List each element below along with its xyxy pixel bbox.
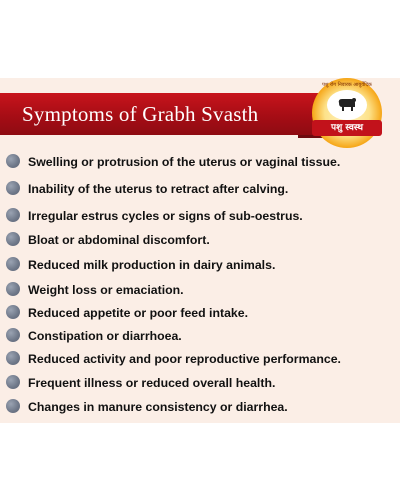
bullet-icon [6, 328, 20, 342]
bullet-icon [6, 305, 20, 319]
symptom-text: Reduced appetite or poor feed intake. [28, 306, 249, 320]
symptom-text: Reduced activity and poor reproductive performance. [28, 352, 341, 366]
symptom-text: Changes in manure consistency or diarrhea. [28, 400, 288, 414]
bullet-icon [6, 208, 20, 222]
bullet-icon [6, 282, 20, 296]
symptom-text: Constipation or diarrhoea. [28, 329, 182, 343]
symptom-text: Inability of the uterus to retract after calving. [28, 182, 289, 196]
list-item [0, 325, 400, 347]
list-item [0, 178, 400, 200]
list-item [0, 229, 400, 251]
list-item [0, 254, 400, 276]
symptom-text: Irregular estrus cycles or signs of sub-oestrus. [28, 209, 303, 223]
bullet-icon [6, 232, 20, 246]
symptom-text: Bloat or abdominal discomfort. [28, 233, 210, 247]
bullet-icon [6, 375, 20, 389]
list-item [0, 279, 400, 301]
list-item [0, 151, 400, 173]
symptom-text: Frequent illness or reduced overall health. [28, 376, 276, 390]
symptom-text: Swelling or protrusion of the uterus or vaginal tissue. [28, 155, 341, 169]
list-item [0, 205, 400, 227]
list-item [0, 302, 400, 324]
bullet-icon [6, 399, 20, 413]
list-item [0, 348, 400, 370]
bullet-icon [6, 351, 20, 365]
symptom-text: Reduced milk production in dairy animals. [28, 258, 276, 272]
symptom-text: Weight loss or emaciation. [28, 283, 184, 297]
list-item [0, 396, 400, 418]
page-title: Symptoms of Grabh Svasth [22, 102, 259, 126]
bullet-icon [6, 257, 20, 271]
bullet-icon [6, 181, 20, 195]
logo-arc-text: पशु रोग निवारक आयुर्वेदिक [322, 82, 372, 88]
logo-ribbon: पशु स्वस्थ [312, 120, 382, 136]
list-item [0, 372, 400, 394]
bullet-icon [6, 154, 20, 168]
